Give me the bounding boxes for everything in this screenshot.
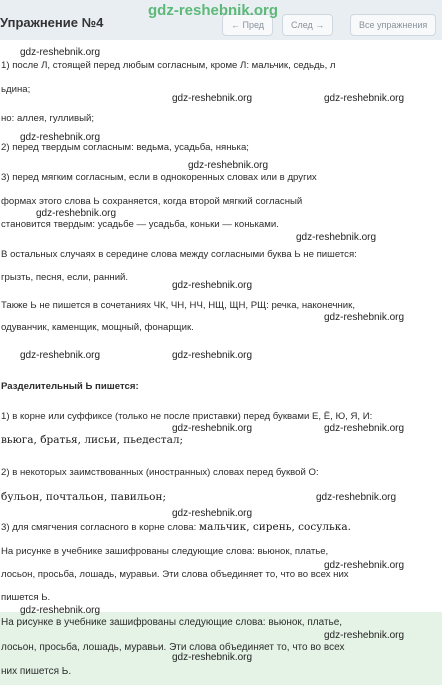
watermark: gdz-reshebnik.org: [172, 508, 253, 519]
prev-button[interactable]: ← Пред: [222, 14, 273, 36]
watermark: gdz-reshebnik.org: [172, 280, 253, 291]
watermark: gdz-reshebnik.org: [172, 652, 253, 663]
separating-rule-1: 1) в корне или суффиксе (только не после приставки) перед буквами Е, Ё, Ю, Я, И:: [1, 411, 373, 422]
answer-box: [0, 612, 442, 685]
rule-1-cont: ьдина;: [1, 84, 31, 95]
answer-line-3: пишется Ь.: [1, 592, 51, 603]
answer-box-line-1: На рисунке в учебнике зашифрованы следующие слова: вьюнок, платье,: [1, 617, 343, 628]
watermark: gdz-reshebnik.org: [20, 132, 101, 143]
other-cases: В остальных случаях в середине слова между согласными буква Ь не пишется:: [1, 249, 357, 260]
rule-1-exception: но: аллея, гулливый;: [1, 113, 95, 124]
watermark: gdz-reshebnik.org: [324, 93, 405, 104]
answer-box-line-3: них пишется Ь.: [1, 666, 72, 677]
watermark: gdz-reshebnik.org: [324, 630, 405, 641]
watermark: gdz-reshebnik.org: [316, 492, 397, 503]
watermark: gdz-reshebnik.org: [324, 423, 405, 434]
site-logo[interactable]: gdz-reshebnik.org: [148, 2, 279, 19]
watermark: gdz-reshebnik.org: [296, 232, 377, 243]
watermark: gdz-reshebnik.org: [172, 93, 253, 104]
softening-rule: [1, 521, 351, 533]
softening-rule-text: 3) для смягчения согласного в корне слова:: [1, 522, 197, 533]
rule-1: 1) после Л, стоящей перед любым согласным, кроме Л: мальчик, седьдь, л: [1, 60, 336, 71]
softening-examples: мальчик, сирень, сосулька.: [198, 521, 351, 533]
answer-line-2: лосьон, просьба, лошадь, муравьи. Эти слова объединяет то, что во всех них: [1, 569, 349, 580]
watermark: gdz-reshebnik.org: [324, 312, 405, 323]
watermark: gdz-reshebnik.org: [20, 47, 101, 58]
rule-3-line-2: формах этого слова Ь сохраняется, когда второй мягкий согласный: [1, 196, 303, 207]
watermark: gdz-reshebnik.org: [172, 350, 253, 361]
watermark: gdz-reshebnik.org: [20, 350, 101, 361]
watermark: gdz-reshebnik.org: [324, 560, 405, 571]
answer-line-1: На рисунке в учебнике зашифрованы следующие слова: вьюнок, платье,: [1, 546, 329, 557]
rule-3-line-3: становится твердым: усадьбе — усадьба, коньки — коньками.: [1, 219, 279, 230]
other-cases-examples: грызть, песня, если, ранний.: [1, 272, 129, 283]
watermark: gdz-reshebnik.org: [188, 160, 269, 171]
top-bar: [0, 0, 442, 40]
section-heading: Разделительный Ь пишется:: [1, 381, 139, 392]
rule-2: 2) перед твердым согласным: ведьма, усадьба, нянька;: [1, 142, 249, 153]
watermark: gdz-reshebnik.org: [172, 423, 253, 434]
rule-3-line-1: 3) перед мягким согласным, если в однокоренных словах или в других: [1, 172, 317, 183]
combinations-rule: Также Ь не пишется в сочетаниях ЧК, ЧН, НЧ, НЩ, ЩН, РЩ: речка, наконечник,: [1, 300, 355, 311]
watermark: gdz-reshebnik.org: [20, 605, 101, 616]
separating-examples-1: вьюга, братья, лисьи, пьедестал;: [1, 434, 184, 446]
answer-box-line-2: лосьон, просьба, лошадь, муравьи. Эти слова объединяет то, что во всех: [1, 642, 345, 653]
exercise-title: Упражнение №4: [0, 15, 104, 30]
all-exercises-button[interactable]: Все упражнения: [350, 14, 436, 36]
separating-rule-2: 2) в некоторых заимствованных (иностранных) словах перед буквой О:: [1, 467, 319, 478]
separating-examples-2: бульон, почтальон, павильон;: [1, 491, 167, 503]
combinations-examples: одуванчик, каменщик, мощный, фонарщик.: [1, 322, 194, 333]
watermark: gdz-reshebnik.org: [36, 208, 117, 219]
next-button[interactable]: След →: [282, 14, 333, 36]
